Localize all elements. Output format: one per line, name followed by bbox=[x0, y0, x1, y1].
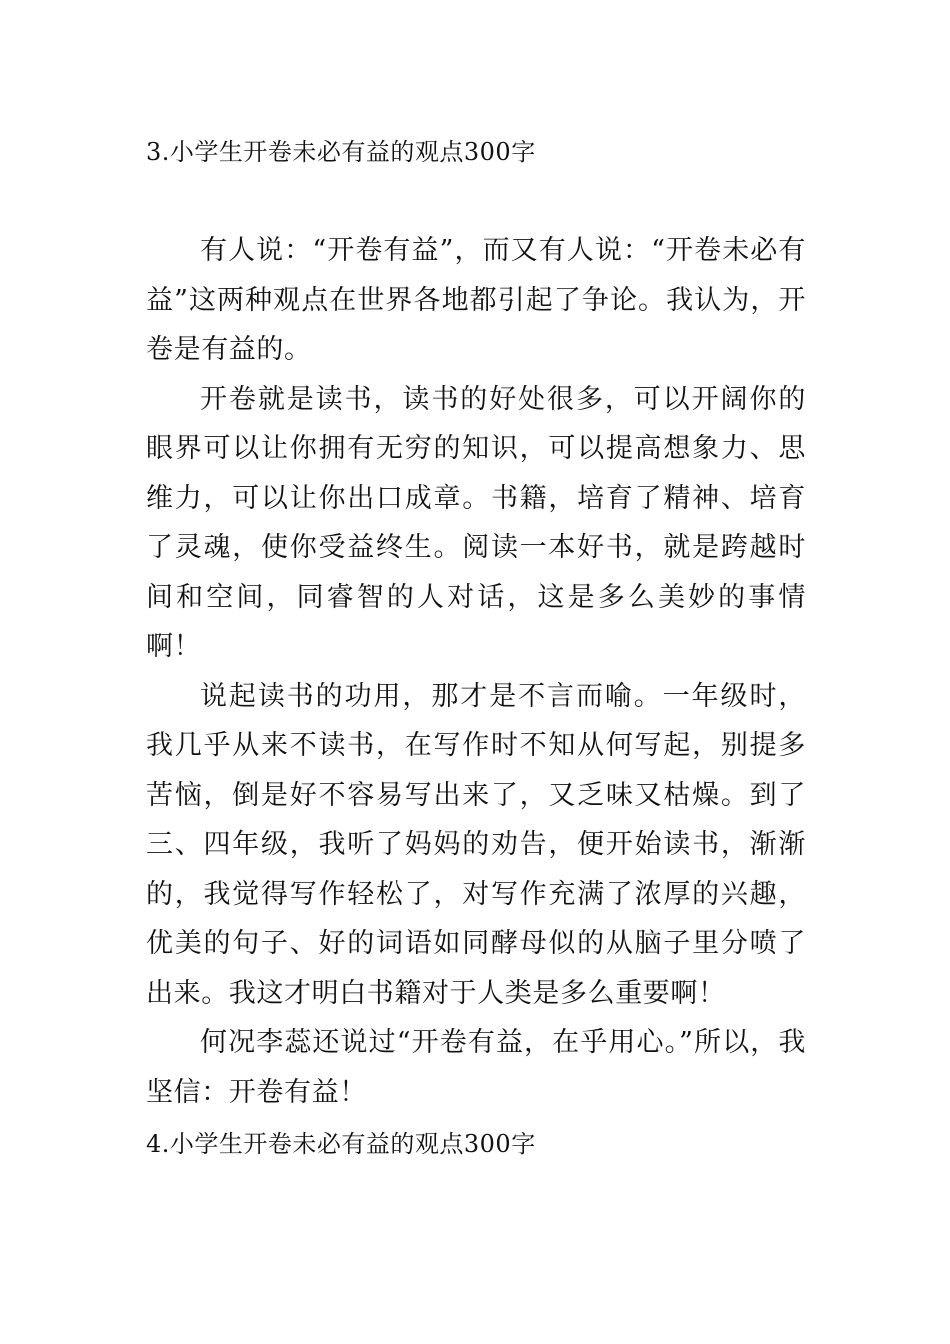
paragraph-3: 说起读书的功用，那才是不言而喻。一年级时，我几乎从来不读书，在写作时不知从何写起，别提多苦恼，倒是好不容易写出来了，又乏味又枯燥。到了三、四年级，我听了妈妈的劝告，便开始读书，渐渐的，我觉得写作轻松了，对写作充满了浓厚的兴趣，优美的句子、好的词语如同酵母似的从脑子里分喷了出来。我这才明白书籍对于人类是多么重要啊！ bbox=[146, 680, 806, 1009]
section-heading-3: 3.小学生开卷未必有益的观点300字 bbox=[146, 138, 536, 166]
paragraph-2: 开卷就是读书，读书的好处很多，可以开阔你的眼界可以让你拥有无穷的知识，可以提高想象力、思维力，可以让你出口成章。书籍，培育了精神、培育了灵魂，使你受益终生。阅读一本好书，就是跨越时间和空间，同睿智的人对话，这是多么美妙的事情啊！ bbox=[146, 383, 806, 662]
essay-body bbox=[146, 226, 806, 1117]
section-heading-4: 4.小学生开卷未必有益的观点300字 bbox=[146, 1130, 536, 1158]
paragraph-4: 何况李蕊还说过“开卷有益，在乎用心。”所以，我坚信：开卷有益！ bbox=[146, 1027, 806, 1108]
paragraph-1: 有人说：“开卷有益”，而又有人说：“开卷未必有益”这两种观点在世界各地都引起了争论。我认为，开卷是有益的。 bbox=[146, 235, 806, 365]
